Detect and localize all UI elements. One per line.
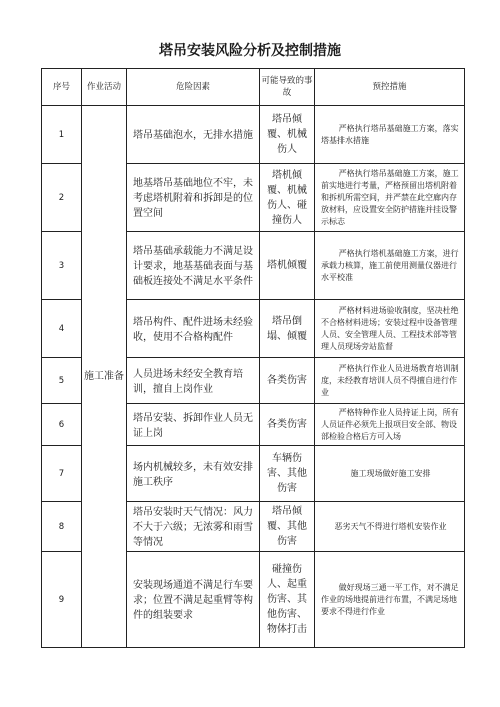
hazard-cell: 安装现场通道不满足行车要求；位置不满足起重臂等构件的组装要求 [127, 552, 260, 648]
hazard-cell: 人员进场未经安全教育培训，擅自上岗作业 [127, 358, 260, 404]
measure-cell: 恶劣天气不得进行塔机安装作业 [315, 502, 465, 552]
measure-cell: 严格执行塔吊基础施工方案，落实塔基排水措施 [315, 106, 465, 164]
document-title: 塔吊安装风险分析及控制措施 [159, 43, 341, 59]
row-number: 8 [42, 502, 82, 552]
measure-cell: 严格执行塔吊基础施工方案，施工前实地进行考量，严格预留出塔机附着和拆机所需空间，并严禁在此空廊内存放材料，应设置安全防护措施并挂设警示标志 [315, 164, 465, 232]
row-number: 2 [42, 164, 82, 232]
result-cell: 塔吊倒塌、倾覆 [260, 300, 315, 358]
measure-cell: 严格特种作业人员持证上岗，所有人员证件必须先上报项目安全部、物设部检验合格后方可入场 [315, 404, 465, 446]
header-no: 序号 [42, 69, 82, 106]
row-number: 9 [42, 552, 82, 648]
row-number: 6 [42, 404, 82, 446]
result-cell: 塔吊倾覆、机械伤人 [260, 106, 315, 164]
result-cell: 各类伤害 [260, 404, 315, 446]
table-row [42, 106, 465, 164]
result-cell: 车辆伤害、其他伤害 [260, 446, 315, 502]
hazard-cell: 塔吊构件、配件进场未经验收，使用不合格构配件 [127, 300, 260, 358]
header-measure: 预控措施 [315, 69, 465, 106]
result-cell: 塔机倾覆 [260, 232, 315, 300]
measure-cell: 做好现场三通一平工作，对不满足作业的场地提前进行布置，不满足场地要求不得进行作业 [315, 552, 465, 648]
hazard-cell: 塔吊安装时天气情况：风力不大于六级；无浓雾和雨雪等情况 [127, 502, 260, 552]
activity-stage-cell: 施工准备 [82, 106, 127, 648]
header-row [42, 69, 465, 106]
measure-cell: 严格执行作业人员进场教育培训制度，未经教育培训人员不得擅自进行作业 [315, 358, 465, 404]
result-cell: 各类伤害 [260, 358, 315, 404]
measure-cell: 严格材料进场验收制度，坚决杜绝不合格材料进场；安装过程中设备管理人员、安全管理人员、工程技术部等管理人员现场旁站监督 [315, 300, 465, 358]
measure-cell: 严格执行塔机基础施工方案，进行承载力核算，施工前使用测量仪器进行水平校准 [315, 232, 465, 300]
hazard-cell: 塔吊基础承载能力不满足设计要求，地基基础表面与基础板连接处不满足水平条件 [127, 232, 260, 300]
hazard-cell: 塔吊基础泡水，无排水措施 [127, 106, 260, 164]
row-number: 3 [42, 232, 82, 300]
measure-cell: 施工现场做好施工安排 [315, 446, 465, 502]
hazard-cell: 地基塔吊基础地位不牢，未考虑塔机附着和拆卸是的位置空间 [127, 164, 260, 232]
result-cell: 碰撞伤人、起重伤害、其他伤害、物体打击 [260, 552, 315, 648]
result-cell: 塔机倾覆、机械伤人、碰撞伤人 [260, 164, 315, 232]
row-number: 4 [42, 300, 82, 358]
header-result: 可能导致的事故 [260, 69, 315, 106]
hazard-cell: 场内机械较多，未有效安排施工秩序 [127, 446, 260, 502]
row-number: 5 [42, 358, 82, 404]
header-activity: 作业活动 [82, 69, 127, 106]
hazard-cell: 塔吊安装、拆卸作业人员无证上岗 [127, 404, 260, 446]
header-hazard: 危险因素 [127, 69, 260, 106]
row-number: 7 [42, 446, 82, 502]
row-number: 1 [42, 106, 82, 164]
result-cell: 塔吊倾覆、其他伤害 [260, 502, 315, 552]
risk-table [41, 68, 465, 648]
